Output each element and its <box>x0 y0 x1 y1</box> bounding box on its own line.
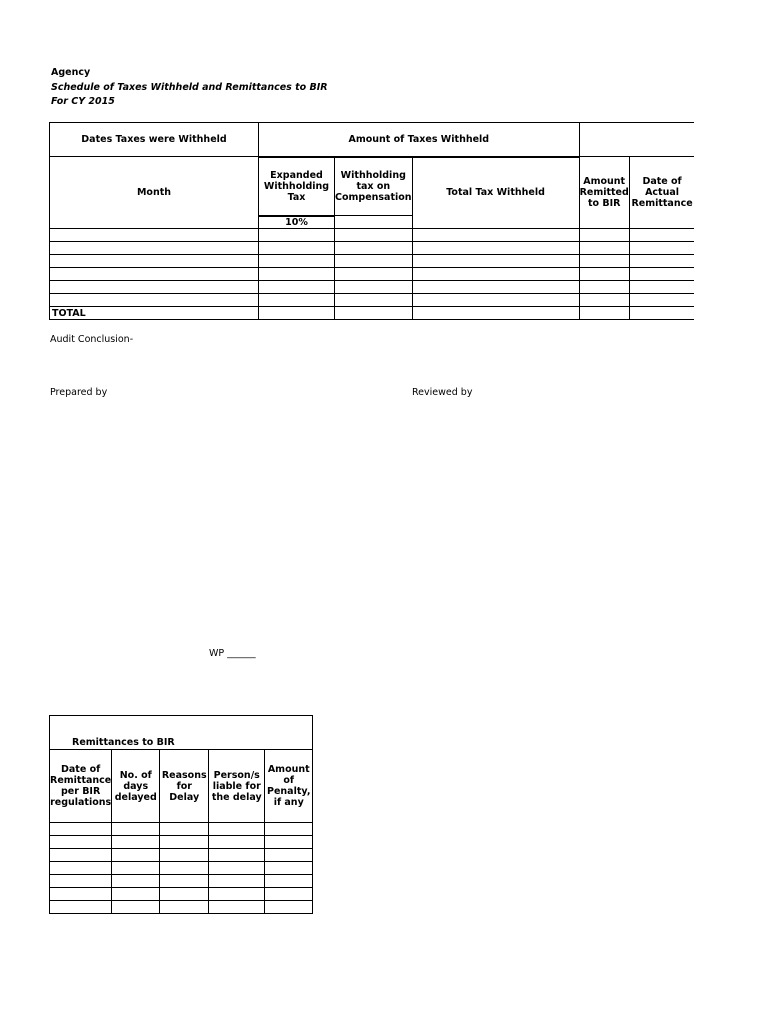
remittances-body <box>50 823 313 914</box>
schedule-title: Schedule of Taxes Withheld and Remittances to BIR <box>51 81 328 93</box>
table-cell <box>629 294 694 307</box>
table-cell <box>412 268 579 281</box>
group-blank-header <box>579 123 694 157</box>
table-cell <box>50 849 112 862</box>
table-cell <box>50 294 259 307</box>
group-dates-header: Dates Taxes were Withheld <box>50 123 259 157</box>
table-cell <box>160 888 209 901</box>
table-cell <box>160 875 209 888</box>
wp-label: WP ______ <box>209 648 256 659</box>
table-row <box>50 242 695 255</box>
table-cell <box>259 294 335 307</box>
amount-remitted-header: Amount Remitted to BIR <box>579 157 629 229</box>
table-row <box>50 255 695 268</box>
table-cell <box>335 255 413 268</box>
table-cell <box>629 242 694 255</box>
table-cell <box>209 901 265 914</box>
table-cell <box>160 901 209 914</box>
table-cell <box>265 823 313 836</box>
table-cell <box>50 875 112 888</box>
table-cell <box>265 888 313 901</box>
date-actual-remittance-header: Date of Actual Remittance <box>629 157 694 229</box>
table-row <box>50 229 695 242</box>
table-cell <box>629 255 694 268</box>
table-row <box>50 823 313 836</box>
total-withheld-header: Total Tax Withheld <box>412 157 579 229</box>
table-row <box>50 901 313 914</box>
month-header: Month <box>50 157 259 229</box>
table-cell <box>412 281 579 294</box>
table-cell <box>259 281 335 294</box>
header-block <box>51 66 328 110</box>
table-cell <box>112 836 160 849</box>
table-cell <box>259 268 335 281</box>
table-row <box>50 268 695 281</box>
table-cell <box>335 281 413 294</box>
prepared-by-label: Prepared by <box>50 387 108 398</box>
penalty-amount-header: Amount of Penalty, if any <box>265 750 313 823</box>
table-cell <box>259 229 335 242</box>
table-cell <box>265 862 313 875</box>
table-cell <box>412 242 579 255</box>
table-cell <box>629 229 694 242</box>
date-remittance-header: Date of Remittance per BIR regulations <box>50 750 112 823</box>
rate-blank-cell <box>335 216 413 229</box>
table-cell <box>629 281 694 294</box>
table-cell <box>50 268 259 281</box>
table-cell <box>50 255 259 268</box>
table-cell <box>579 294 629 307</box>
table-cell <box>112 823 160 836</box>
table-cell <box>50 229 259 242</box>
table-cell <box>112 901 160 914</box>
person-liable-header: Person/s liable for the delay <box>209 750 265 823</box>
table-row <box>50 862 313 875</box>
days-delayed-header: No. of days delayed <box>112 750 160 823</box>
table-cell <box>412 229 579 242</box>
table-cell <box>50 836 112 849</box>
table-cell <box>335 229 413 242</box>
rate-cell: 10% <box>259 216 335 229</box>
table-row <box>50 888 313 901</box>
table-cell <box>412 294 579 307</box>
table-cell <box>265 875 313 888</box>
table-row <box>50 875 313 888</box>
table-cell <box>50 888 112 901</box>
table-cell <box>265 901 313 914</box>
table-row <box>50 294 695 307</box>
total-row <box>50 307 695 320</box>
table-cell <box>209 823 265 836</box>
table-row <box>50 281 695 294</box>
table-cell <box>112 888 160 901</box>
table-cell <box>112 862 160 875</box>
table-cell <box>579 255 629 268</box>
table-cell <box>412 255 579 268</box>
table-cell <box>335 294 413 307</box>
table-cell <box>209 849 265 862</box>
group-amount-header: Amount of Taxes Withheld <box>259 123 580 157</box>
compensation-tax-header: Withholding tax on Compensation <box>335 157 413 216</box>
table-cell <box>209 888 265 901</box>
table-cell <box>579 281 629 294</box>
table-cell <box>50 823 112 836</box>
table-cell <box>209 875 265 888</box>
table-cell <box>579 229 629 242</box>
table-cell <box>259 242 335 255</box>
period-label: For CY 2015 <box>51 96 115 107</box>
agency-label: Agency <box>51 67 91 78</box>
table-cell <box>209 836 265 849</box>
table-cell <box>629 268 694 281</box>
table-cell <box>335 242 413 255</box>
audit-conclusion-label: Audit Conclusion- <box>50 334 134 345</box>
table-cell <box>259 255 335 268</box>
table-cell <box>160 862 209 875</box>
table-cell <box>160 836 209 849</box>
expanded-tax-header: Expanded Withholding Tax <box>259 157 335 216</box>
schedule-body <box>50 229 695 307</box>
table-cell <box>579 242 629 255</box>
table-row <box>50 836 313 849</box>
table-cell <box>265 836 313 849</box>
remittances-table <box>49 715 313 914</box>
table-cell <box>265 849 313 862</box>
table-cell <box>50 242 259 255</box>
table-cell <box>112 849 160 862</box>
withholding-schedule-table <box>49 122 694 320</box>
table-cell <box>50 901 112 914</box>
total-label: TOTAL <box>50 307 259 320</box>
remittances-title: Remittances to BIR <box>50 716 313 750</box>
table-cell <box>160 823 209 836</box>
reasons-delay-header: Reasons for Delay <box>160 750 209 823</box>
table-cell <box>112 875 160 888</box>
table-cell <box>160 849 209 862</box>
table-cell <box>50 862 112 875</box>
table-cell <box>335 268 413 281</box>
table-cell <box>209 862 265 875</box>
table-row <box>50 849 313 862</box>
table-cell <box>579 268 629 281</box>
reviewed-by-label: Reviewed by <box>412 387 473 398</box>
table-cell <box>50 281 259 294</box>
